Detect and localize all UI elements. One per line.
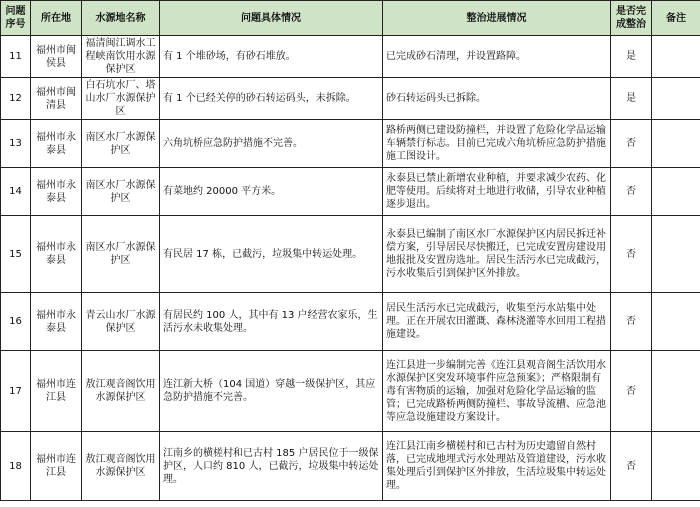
cell-completed: 是	[611, 36, 652, 78]
cell-remark	[652, 36, 700, 78]
cell-progress: 已完成砂石清理，并设置路障。	[383, 36, 611, 78]
table-row	[1, 432, 700, 501]
cell-problem: 六角坑桥应急防护措施不完善。	[160, 120, 383, 168]
cell-problem: 有 1 个已经关停的砂石转运码头，未拆除。	[160, 78, 383, 120]
cell-location: 福州市永泰县	[31, 216, 82, 293]
cell-completed: 否	[611, 351, 652, 432]
cell-source: 南区水厂水源保护区	[82, 120, 160, 168]
cell-remark	[652, 78, 700, 120]
cell-location: 福州市永泰县	[31, 293, 82, 351]
cell-completed: 是	[611, 78, 652, 120]
cell-seq: 17	[1, 351, 31, 432]
cell-progress: 连江县进一步编制完善《连江县观音阁生活饮用水水源保护区突发环境事件应急预案》；严格限制有毒有害物质的运输，加强对危险化学品运输的监管；已完成路桥两侧防撞栏、事故导流槽、应急池等应急设施建设方案设计。	[383, 351, 611, 432]
cell-problem: 江南乡的横槎村和已古村 185 户居民位于一级保护区，人口约 810 人，已截污，垃圾集中转运处理。	[160, 432, 383, 501]
cell-remark	[652, 168, 700, 216]
table-row	[1, 78, 700, 120]
cell-progress: 永泰县已禁止新增农业种植，并要求减少农药、化肥等使用。后续将对土地进行收储，引导农业种植逐步退出。	[383, 168, 611, 216]
cell-problem: 有民居 17 栋，已截污，垃圾集中转运处理。	[160, 216, 383, 293]
cell-seq: 14	[1, 168, 31, 216]
cell-completed: 否	[611, 293, 652, 351]
cell-remark	[652, 432, 700, 501]
cell-seq: 15	[1, 216, 31, 293]
cell-problem: 有菜地约 20000 平方米。	[160, 168, 383, 216]
cell-remark	[652, 216, 700, 293]
cell-remark	[652, 293, 700, 351]
cell-progress: 砂石转运码头已拆除。	[383, 78, 611, 120]
cell-completed: 否	[611, 216, 652, 293]
header-location: 所在地	[31, 1, 82, 36]
cell-location: 福州市连江县	[31, 351, 82, 432]
cell-progress: 连江县江南乡横槎村和已古村为历史遗留自然村落，已完成地埋式污水处理站及管道建设，污水收集处理后引到保护区外排放，生活垃圾集中转运处理。	[383, 432, 611, 501]
table-row	[1, 168, 700, 216]
cell-completed: 否	[611, 168, 652, 216]
cell-seq: 16	[1, 293, 31, 351]
cell-remark	[652, 120, 700, 168]
header-problem: 问题具体情况	[160, 1, 383, 36]
cell-problem: 有 1 个堆砂场，有砂石堆放。	[160, 36, 383, 78]
cell-seq: 18	[1, 432, 31, 501]
table-row	[1, 351, 700, 432]
table-row	[1, 120, 700, 168]
header-remark: 备注	[652, 1, 700, 36]
cell-location: 福州市闽侯县	[31, 36, 82, 78]
cell-source: 南区水厂水源保护区	[82, 168, 160, 216]
cell-problem: 有居民约 100 人，其中有 13 户经营农家乐，生活污水未收集处理。	[160, 293, 383, 351]
cell-progress: 居民生活污水已完成截污，收集至污水站集中处理。正在开展农田灌溉、森林浇灌等水回用工程措施建设。	[383, 293, 611, 351]
cell-location: 福州市连江县	[31, 432, 82, 501]
cell-source: 敖江观音阁饮用水源保护区	[82, 432, 160, 501]
header-source: 水源地名称	[82, 1, 160, 36]
cell-location: 福州市永泰县	[31, 120, 82, 168]
cell-source: 白石坑水厂、塔山水厂水源保护区	[82, 78, 160, 120]
header-row	[1, 1, 700, 36]
cell-location: 福州市闽清县	[31, 78, 82, 120]
cell-remark	[652, 351, 700, 432]
cell-completed: 否	[611, 120, 652, 168]
cell-source: 青云山水厂水源保护区	[82, 293, 160, 351]
header-completed: 是否完成整治	[611, 1, 652, 36]
cell-source: 福清闽江调水工程峡南饮用水源保护区	[82, 36, 160, 78]
cell-seq: 13	[1, 120, 31, 168]
cell-progress: 永泰县已编制了南区水厂水源保护区内居民拆迁补偿方案，引导居民尽快搬迁，已完成安置房建设用地报批及安置房选址。居民生活污水已完成截污，污水收集后引到保护区外排放。	[383, 216, 611, 293]
header-seq: 问题序号	[1, 1, 31, 36]
header-progress: 整治进展情况	[383, 1, 611, 36]
cell-completed: 否	[611, 432, 652, 501]
cell-source: 南区水厂水源保护区	[82, 216, 160, 293]
table-row	[1, 216, 700, 293]
cell-seq: 12	[1, 78, 31, 120]
table-row	[1, 293, 700, 351]
cell-location: 福州市永泰县	[31, 168, 82, 216]
cell-source: 敖江观音阁饮用水源保护区	[82, 351, 160, 432]
cell-progress: 路桥两侧已建设防撞栏，并设置了危险化学品运输车辆禁行标志。目前已完成六角坑桥应急防护措施施工图设计。	[383, 120, 611, 168]
table-row	[1, 36, 700, 78]
cell-seq: 11	[1, 36, 31, 78]
cell-problem: 连江新大桥（104 国道）穿越一级保护区，其应急防护措施不完善。	[160, 351, 383, 432]
